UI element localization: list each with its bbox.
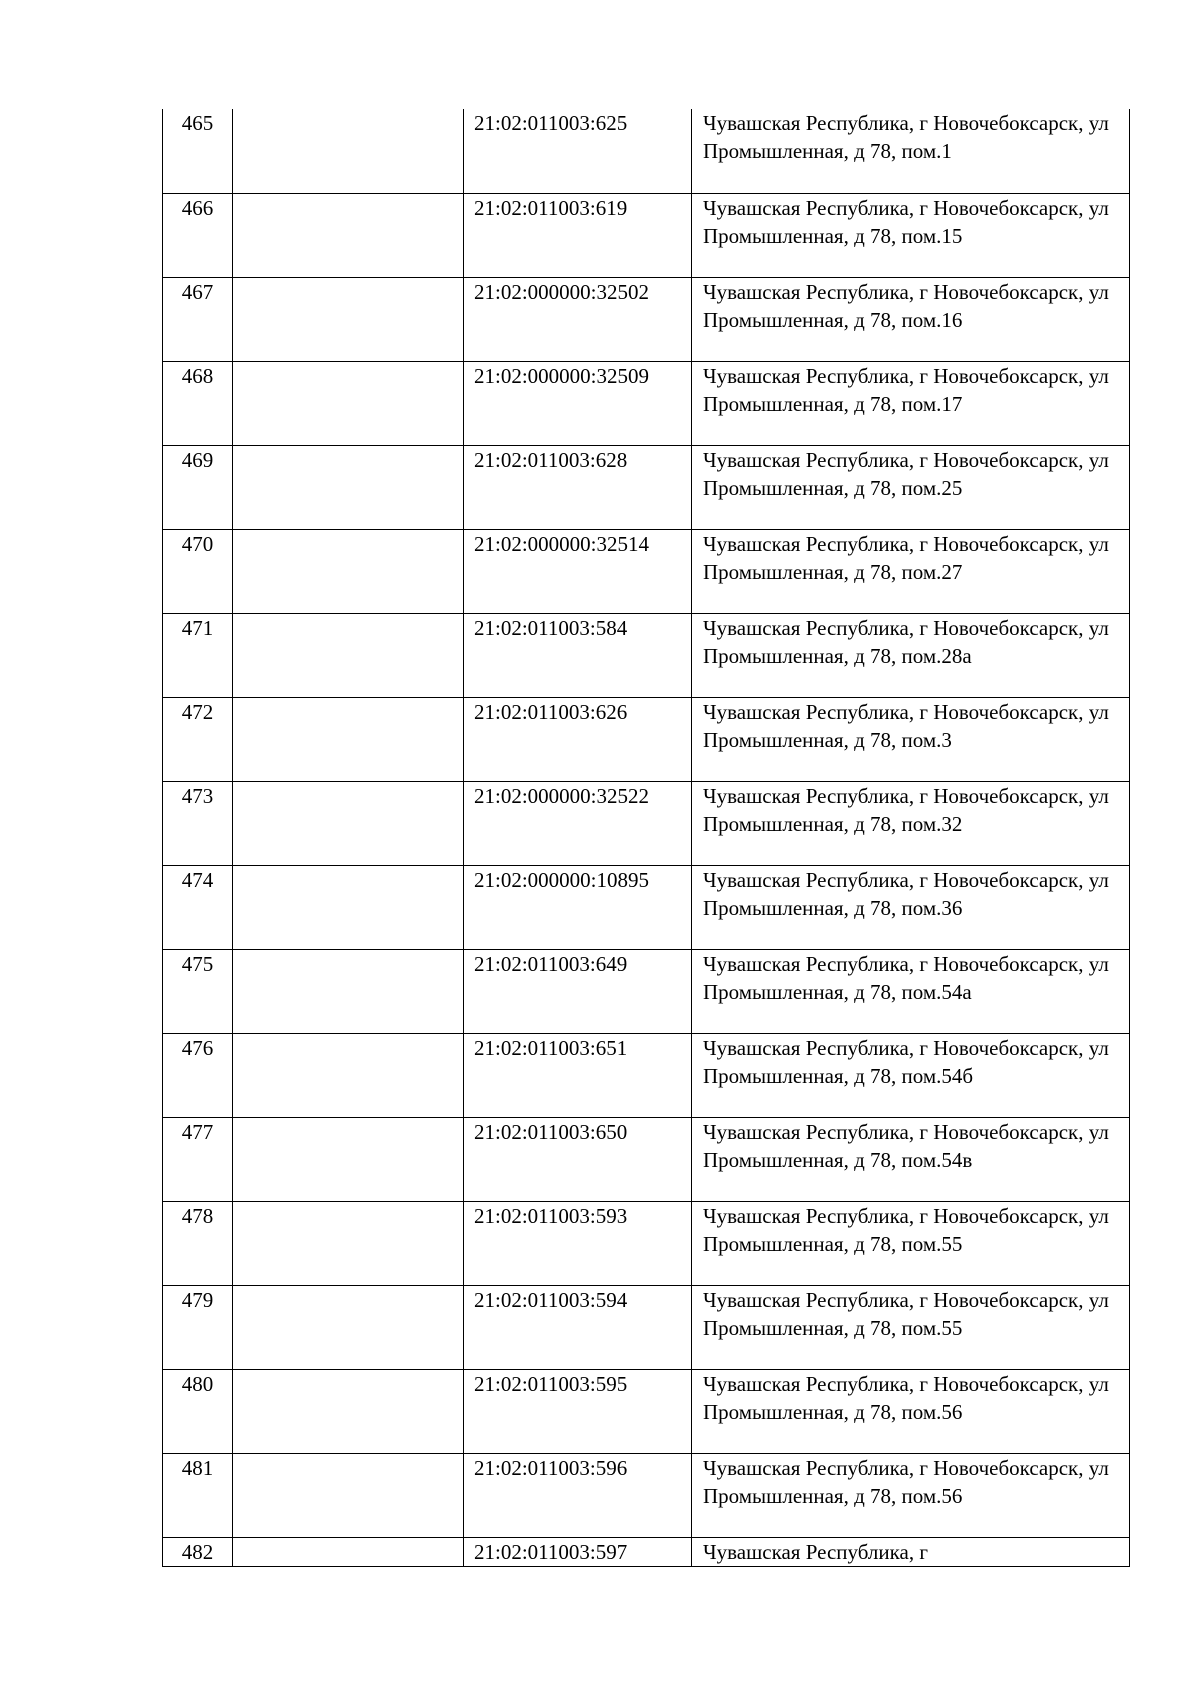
cadastral-number-cell: 21:02:000000:32514 — [464, 529, 692, 613]
object-name-cell — [233, 1285, 464, 1369]
row-number-cell: 469 — [163, 445, 233, 529]
table-row — [163, 1537, 1130, 1566]
cadastral-number-cell: 21:02:011003:649 — [464, 949, 692, 1033]
row-number-cell: 467 — [163, 277, 233, 361]
property-table — [162, 109, 1130, 1567]
cadastral-number-cell: 21:02:011003:594 — [464, 1285, 692, 1369]
object-name-cell — [233, 949, 464, 1033]
cadastral-number-cell: 21:02:011003:626 — [464, 697, 692, 781]
object-name-cell — [233, 361, 464, 445]
row-number-cell: 482 — [163, 1537, 233, 1566]
table-row — [163, 781, 1130, 865]
address-cell: Чувашская Республика, г Новочебоксарск, ул Промышленная, д 78, пом.36 — [692, 865, 1130, 949]
table-row — [163, 193, 1130, 277]
row-number-cell: 474 — [163, 865, 233, 949]
address-cell: Чувашская Республика, г Новочебоксарск, ул Промышленная, д 78, пом.1 — [692, 109, 1130, 193]
row-number-cell: 465 — [163, 109, 233, 193]
table-row — [163, 529, 1130, 613]
cadastral-number-cell: 21:02:011003:584 — [464, 613, 692, 697]
cadastral-number-cell: 21:02:011003:597 — [464, 1537, 692, 1566]
object-name-cell — [233, 1453, 464, 1537]
table-row — [163, 445, 1130, 529]
address-cell: Чувашская Республика, г Новочебоксарск, ул Промышленная, д 78, пом.25 — [692, 445, 1130, 529]
table-row — [163, 1033, 1130, 1117]
cadastral-number-cell: 21:02:011003:628 — [464, 445, 692, 529]
table-row — [163, 949, 1130, 1033]
row-number-cell: 466 — [163, 193, 233, 277]
row-number-cell: 473 — [163, 781, 233, 865]
table-row — [163, 277, 1130, 361]
address-cell: Чувашская Республика, г Новочебоксарск, ул Промышленная, д 78, пом.54а — [692, 949, 1130, 1033]
address-cell: Чувашская Республика, г Новочебоксарск, ул Промышленная, д 78, пом.56 — [692, 1453, 1130, 1537]
table-row — [163, 109, 1130, 193]
row-number-cell: 480 — [163, 1369, 233, 1453]
table-row — [163, 697, 1130, 781]
object-name-cell — [233, 193, 464, 277]
cadastral-number-cell: 21:02:011003:651 — [464, 1033, 692, 1117]
object-name-cell — [233, 277, 464, 361]
object-name-cell — [233, 109, 464, 193]
cadastral-number-cell: 21:02:000000:32522 — [464, 781, 692, 865]
object-name-cell — [233, 865, 464, 949]
cadastral-number-cell: 21:02:011003:595 — [464, 1369, 692, 1453]
object-name-cell — [233, 1201, 464, 1285]
object-name-cell — [233, 1033, 464, 1117]
row-number-cell: 468 — [163, 361, 233, 445]
table-row — [163, 865, 1130, 949]
address-cell: Чувашская Республика, г Новочебоксарск, ул Промышленная, д 78, пом.54б — [692, 1033, 1130, 1117]
address-cell: Чувашская Республика, г Новочебоксарск, ул Промышленная, д 78, пом.16 — [692, 277, 1130, 361]
cadastral-number-cell: 21:02:000000:32502 — [464, 277, 692, 361]
object-name-cell — [233, 1369, 464, 1453]
address-cell: Чувашская Республика, г — [692, 1537, 1130, 1566]
row-number-cell: 470 — [163, 529, 233, 613]
row-number-cell: 477 — [163, 1117, 233, 1201]
object-name-cell — [233, 445, 464, 529]
address-cell: Чувашская Республика, г Новочебоксарск, ул Промышленная, д 78, пом.32 — [692, 781, 1130, 865]
address-cell: Чувашская Республика, г Новочебоксарск, ул Промышленная, д 78, пом.55 — [692, 1201, 1130, 1285]
address-cell: Чувашская Республика, г Новочебоксарск, ул Промышленная, д 78, пом.3 — [692, 697, 1130, 781]
row-number-cell: 479 — [163, 1285, 233, 1369]
table-row — [163, 1201, 1130, 1285]
cadastral-number-cell: 21:02:000000:32509 — [464, 361, 692, 445]
table-row — [163, 1117, 1130, 1201]
address-cell: Чувашская Республика, г Новочебоксарск, ул Промышленная, д 78, пом.15 — [692, 193, 1130, 277]
object-name-cell — [233, 1117, 464, 1201]
cadastral-number-cell: 21:02:011003:619 — [464, 193, 692, 277]
cadastral-number-cell: 21:02:011003:596 — [464, 1453, 692, 1537]
table-row — [163, 1285, 1130, 1369]
row-number-cell: 481 — [163, 1453, 233, 1537]
row-number-cell: 475 — [163, 949, 233, 1033]
address-cell: Чувашская Республика, г Новочебоксарск, ул Промышленная, д 78, пом.55 — [692, 1285, 1130, 1369]
address-cell: Чувашская Республика, г Новочебоксарск, ул Промышленная, д 78, пом.56 — [692, 1369, 1130, 1453]
table-row — [163, 1369, 1130, 1453]
address-cell: Чувашская Республика, г Новочебоксарск, ул Промышленная, д 78, пом.54в — [692, 1117, 1130, 1201]
row-number-cell: 471 — [163, 613, 233, 697]
object-name-cell — [233, 1537, 464, 1566]
cadastral-number-cell: 21:02:011003:650 — [464, 1117, 692, 1201]
address-cell: Чувашская Республика, г Новочебоксарск, ул Промышленная, д 78, пом.17 — [692, 361, 1130, 445]
address-cell: Чувашская Республика, г Новочебоксарск, ул Промышленная, д 78, пом.28а — [692, 613, 1130, 697]
object-name-cell — [233, 697, 464, 781]
cadastral-number-cell: 21:02:000000:10895 — [464, 865, 692, 949]
table-row — [163, 1453, 1130, 1537]
table-row — [163, 613, 1130, 697]
object-name-cell — [233, 613, 464, 697]
object-name-cell — [233, 781, 464, 865]
row-number-cell: 476 — [163, 1033, 233, 1117]
object-name-cell — [233, 529, 464, 613]
table-row — [163, 361, 1130, 445]
address-cell: Чувашская Республика, г Новочебоксарск, ул Промышленная, д 78, пом.27 — [692, 529, 1130, 613]
cadastral-number-cell: 21:02:011003:593 — [464, 1201, 692, 1285]
property-table-body — [163, 109, 1130, 1566]
cadastral-number-cell: 21:02:011003:625 — [464, 109, 692, 193]
row-number-cell: 478 — [163, 1201, 233, 1285]
row-number-cell: 472 — [163, 697, 233, 781]
